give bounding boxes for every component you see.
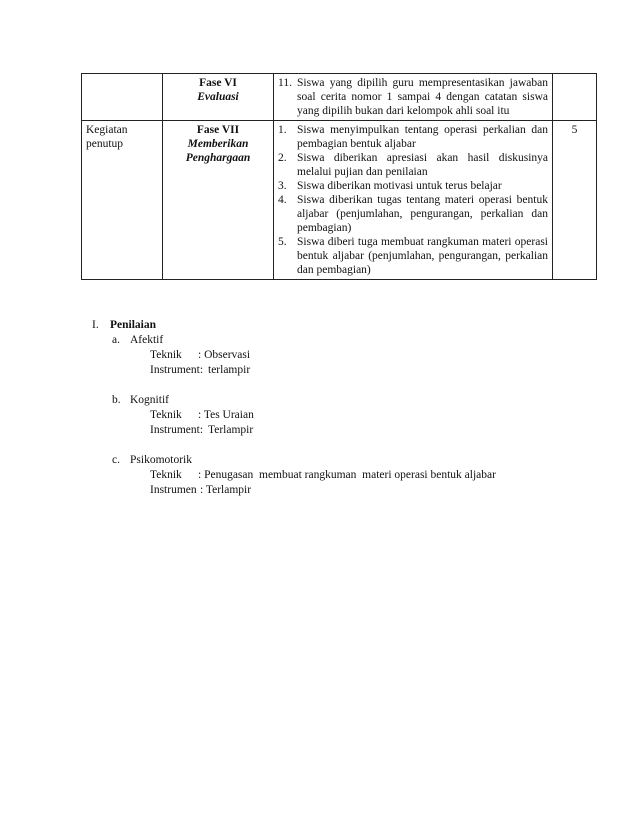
teknik-value: : Tes Uraian — [198, 409, 254, 421]
step-number: 11. — [278, 77, 292, 89]
instrument-row — [150, 483, 612, 498]
step-text: Siswa menyimpulkan tentang operasi perkalian dan pembagian bentuk aljabar — [297, 124, 548, 150]
fase-name: Evaluasi — [197, 91, 239, 103]
steps-cell — [274, 74, 553, 121]
teknik-value: : Penugasan membuat rangkuman materi operasi bentuk aljabar — [198, 469, 496, 481]
step-number: 4. — [278, 194, 287, 206]
list-item — [278, 193, 548, 235]
list-item — [278, 179, 548, 193]
section-heading — [92, 318, 612, 333]
teknik-row — [150, 408, 612, 423]
step-text: Siswa diberikan motivasi untuk terus belajar — [297, 180, 502, 192]
step-text: Siswa diberi tuga membuat rangkuman materi operasi bentuk aljabar (penjumlahan, pengurangan, perkalian dan pembagian) — [297, 236, 548, 276]
assessment-letter: b. — [112, 394, 121, 406]
teknik-label: Teknik — [150, 469, 182, 481]
instrument-value: Terlampir — [208, 424, 254, 436]
assessment-psikomotorik — [112, 453, 612, 498]
assessment-heading — [112, 333, 612, 348]
step-text: Siswa diberikan tugas tentang materi operasi bentuk aljabar (penjumlahan, pengurangan, perkalian dan pembagian) — [297, 194, 548, 234]
kegiatan-cell — [82, 74, 163, 121]
assessment-name: Afektif — [130, 334, 164, 346]
assessment-letter: c. — [112, 454, 120, 466]
instrument-row — [150, 363, 612, 378]
fase-cell — [163, 121, 274, 280]
step-number: 3. — [278, 180, 287, 192]
step-text: Siswa yang dipilih guru mempresentasikan jawaban soal cerita nomor 1 sampai 4 dengan catatan siswa yang dipilih bukan dari kelompok ahli soal itu — [297, 77, 548, 117]
section-number: I. — [92, 319, 99, 331]
fase-name: Memberikan Penghargaan — [185, 138, 251, 164]
instrument-label: Instrument: — [150, 364, 204, 376]
teknik-row — [150, 348, 612, 363]
list-item — [278, 123, 548, 151]
assessment-afektif — [112, 333, 612, 378]
assessment-name: Kognitif — [130, 394, 169, 406]
step-text: Siswa diberikan apresiasi akan hasil diskusinya melalui pujian dan penilaian — [297, 152, 548, 178]
step-number: 1. — [278, 124, 287, 136]
list-item — [278, 235, 548, 277]
assessment-name: Psikomotorik — [130, 454, 192, 466]
lesson-activity-table — [81, 73, 597, 280]
fase-label: Fase VII — [196, 124, 240, 136]
instrument-label: Instrumen — [150, 484, 197, 496]
fase-cell — [163, 74, 274, 121]
instrument-label: Instrument: — [150, 424, 204, 436]
list-item — [278, 76, 548, 118]
waktu-cell: 5 — [553, 121, 597, 280]
waktu-cell — [553, 74, 597, 121]
assessment-letter: a. — [112, 334, 120, 346]
teknik-value: : Observasi — [198, 349, 251, 361]
assessment-kognitif — [112, 393, 612, 438]
step-number: 2. — [278, 152, 287, 164]
teknik-row — [150, 468, 612, 483]
list-item — [278, 151, 548, 179]
table-row — [82, 74, 597, 121]
instrument-row — [150, 423, 612, 438]
instrument-value: terlampir — [208, 364, 251, 376]
teknik-label: Teknik — [150, 409, 182, 421]
section-title: Penilaian — [110, 319, 157, 331]
assessment-heading — [112, 393, 612, 408]
fase-label: Fase VI — [199, 77, 237, 89]
teknik-label: Teknik — [150, 349, 182, 361]
step-number: 5. — [278, 236, 287, 248]
table-row — [82, 121, 597, 280]
instrument-value: : Terlampir — [200, 484, 252, 496]
assessment-heading — [112, 453, 612, 468]
steps-cell — [274, 121, 553, 280]
steps-list — [278, 76, 548, 118]
steps-list — [278, 123, 548, 277]
kegiatan-cell: Kegiatan penutup — [82, 121, 163, 280]
penilaian-section — [92, 318, 612, 498]
